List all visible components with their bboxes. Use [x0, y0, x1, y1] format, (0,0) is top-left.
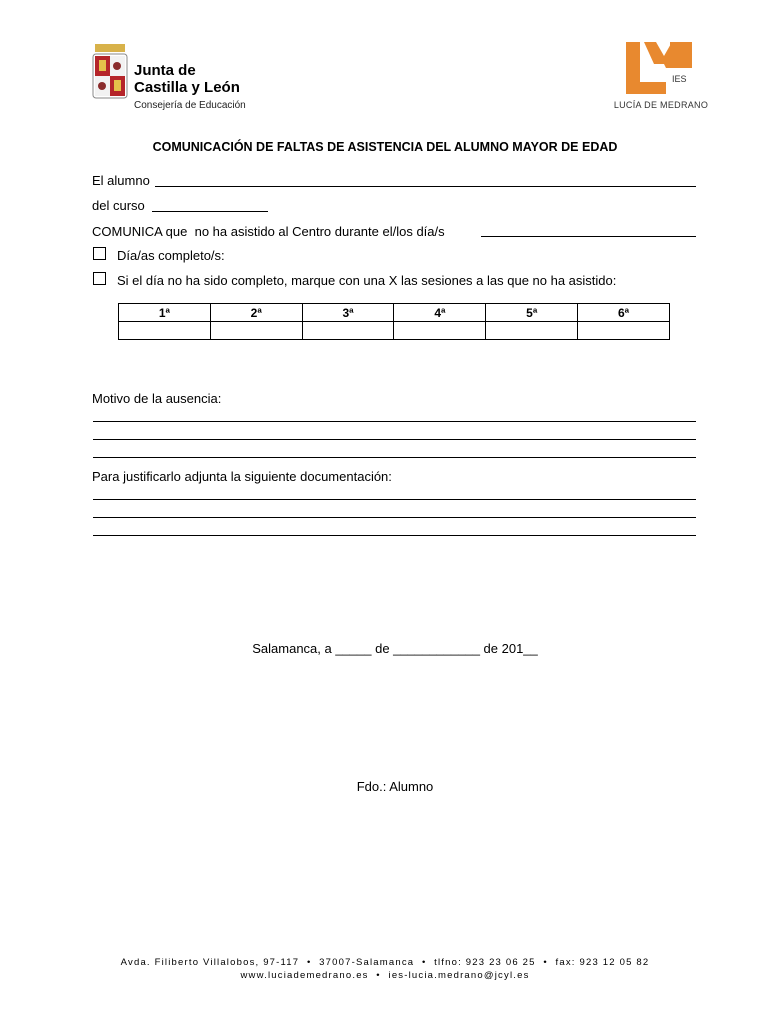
alumno-label: El alumno [92, 173, 150, 188]
session-3-cell[interactable] [302, 322, 394, 340]
session-header: 5ª [486, 304, 578, 322]
ies-logo-icon [626, 42, 692, 98]
docs-line-1[interactable] [93, 499, 696, 500]
curso-label: del curso [92, 198, 145, 213]
sessions-header-row [119, 304, 670, 322]
docs-line-2[interactable] [93, 517, 696, 518]
session-header: 1ª [119, 304, 211, 322]
session-1-cell[interactable] [119, 322, 211, 340]
alumno-field[interactable] [155, 186, 696, 187]
sessions-table [118, 303, 670, 340]
comunica-label: COMUNICA que no ha asistido al Centro durante el/los día/s [92, 224, 445, 239]
motivo-label: Motivo de la ausencia: [92, 391, 222, 406]
jcyl-name [134, 62, 240, 96]
footer-contact: www.luciademedrano.es • ies-lucia.medrano@jcyl.es [240, 970, 530, 981]
dias-field[interactable] [481, 236, 696, 237]
coat-of-arms-icon [91, 42, 131, 102]
session-header: 3ª [302, 304, 394, 322]
docs-line-3[interactable] [93, 535, 696, 536]
place-date: Salamanca, a _____ de ____________ de 201__ [252, 641, 538, 656]
ies-name: LUCÍA DE MEDRANO [613, 100, 709, 110]
sessions-mark-row [119, 322, 670, 340]
session-header: 4ª [394, 304, 486, 322]
jcyl-line2: Castilla y León [134, 79, 240, 96]
footer-address: Avda. Filiberto Villalobos, 97-117 • 37007-Salamanca • tlfno: 923 23 06 25 • fax: 923 12 05 82 [120, 957, 650, 968]
motivo-line-3[interactable] [93, 457, 696, 458]
session-header: 6ª [578, 304, 670, 322]
docs-label: Para justificarlo adjunta la siguiente documentación: [92, 469, 392, 484]
partial-day-label: Si el día no ha sido completo, marque con una X las sesiones a las que no ha asistido: [117, 273, 617, 288]
motivo-line-1[interactable] [93, 421, 696, 422]
full-day-checkbox[interactable] [93, 247, 106, 260]
session-5-cell[interactable] [486, 322, 578, 340]
jcyl-line1: Junta de [134, 62, 196, 79]
partial-day-checkbox[interactable] [93, 272, 106, 285]
signature-label: Fdo.: Alumno [356, 779, 434, 794]
session-header: 2ª [210, 304, 302, 322]
session-6-cell[interactable] [578, 322, 670, 340]
session-4-cell[interactable] [394, 322, 486, 340]
session-2-cell[interactable] [210, 322, 302, 340]
jcyl-logo [91, 42, 131, 102]
curso-field[interactable] [152, 211, 268, 212]
ies-logo [626, 42, 692, 96]
jcyl-subtitle: Consejería de Educación [134, 100, 246, 111]
full-day-label: Día/as completo/s: [117, 248, 225, 263]
svg-text:IES: IES [672, 74, 687, 84]
document-title: COMUNICACIÓN DE FALTAS DE ASISTENCIA DEL ALUMNO MAYOR DE EDAD [152, 140, 618, 154]
motivo-line-2[interactable] [93, 439, 696, 440]
